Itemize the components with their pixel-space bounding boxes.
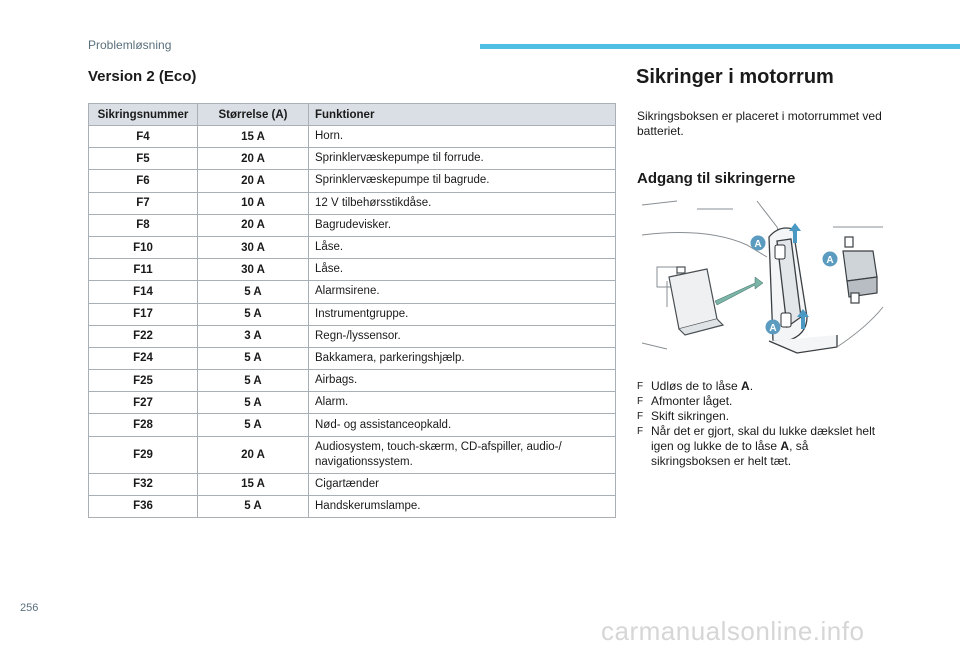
fuse-number: F24 [89,347,198,369]
step-text [651,424,887,469]
table-row [89,148,616,170]
version-title: Version 2 (Eco) [88,68,197,85]
fuse-function: Sprinklervæskepumpe til bagrude. [309,170,616,192]
fuse-size: 5 A [198,414,309,436]
fuse-function: Bakkamera, parkeringshjælp. [309,347,616,369]
table-header-row [89,104,616,126]
table-row [89,126,616,148]
fuse-function: Handskerumslampe. [309,495,616,517]
label-badge-a [823,252,838,267]
fuse-table [88,103,616,518]
fuse-number: F32 [89,473,198,495]
page-number: 256 [20,602,39,614]
fuse-number: F6 [89,170,198,192]
fuse-function: Regn-/lyssensor. [309,325,616,347]
fuse-size: 30 A [198,236,309,258]
intro-paragraph: Sikringsboksen er placeret i motorrummet ved batteriet. [637,109,882,138]
fuse-number: F7 [89,192,198,214]
fuse-number: F8 [89,214,198,236]
list-item [637,379,887,394]
fuse-size: 15 A [198,473,309,495]
fuse-function: Låse. [309,259,616,281]
fuse-function: Audiosystem, touch-skærm, CD-afspiller, audio-/ navigationssystem. [309,436,616,473]
table-row [89,192,616,214]
table-row [89,347,616,369]
fuse-function: Horn. [309,126,616,148]
label-badge-a [751,236,766,251]
instruction-list [637,379,887,469]
fuse-size: 5 A [198,281,309,303]
bullet-icon: F [637,381,644,392]
fuse-size: 20 A [198,214,309,236]
list-item [637,409,887,424]
column-header-function: Funktioner [309,104,616,126]
table-row [89,414,616,436]
bullet-icon: F [637,426,644,437]
fuse-size: 5 A [198,495,309,517]
fuse-number: F36 [89,495,198,517]
label-a-text: A [826,255,834,266]
label-a-text: A [754,239,762,250]
fuse-size: 5 A [198,392,309,414]
fuse-function: Nød- og assistanceopkald. [309,414,616,436]
fuse-size: 5 A [198,303,309,325]
watermark: carmanualsonline.info [601,616,865,646]
table-row [89,436,616,473]
header-accent-bar [480,44,960,49]
fuse-number: F27 [89,392,198,414]
fuse-size: 5 A [198,370,309,392]
bullet-icon: F [637,396,644,407]
fuse-size: 30 A [198,259,309,281]
section-header: Problemløsning [88,38,172,52]
fuse-box-diagram [637,197,887,369]
fuse-function: Alarmsirene. [309,281,616,303]
table-row [89,281,616,303]
table-row [89,392,616,414]
fuse-number: F11 [89,259,198,281]
fuse-size: 15 A [198,126,309,148]
section-title: Sikringer i motorrum [636,66,834,88]
table-row [89,495,616,517]
fuse-number: F25 [89,370,198,392]
fuse-function: Låse. [309,236,616,258]
fuse-number: F29 [89,436,198,473]
column-header-number: Sikringsnummer [89,104,198,126]
table-row [89,325,616,347]
label-a-text: A [769,323,777,334]
fuse-number: F22 [89,325,198,347]
fuse-size: 20 A [198,436,309,473]
fuse-function: Bagrudevisker. [309,214,616,236]
step-text-after: , så sikringsboksen er helt tæt. [651,439,809,468]
step-text: Afmonter låget. [651,394,733,408]
table-row [89,370,616,392]
fuse-function: Airbags. [309,370,616,392]
table-row [89,303,616,325]
step-text-bold: A [780,439,790,453]
column-header-size: Størrelse (A) [198,104,309,126]
fuse-number: F17 [89,303,198,325]
list-item [637,394,887,409]
fuse-function: Alarm. [309,392,616,414]
fuse-number: F4 [89,126,198,148]
step-text-main: Når det er gjort, skal du lukke dækslet helt igen og lukke de to låse [651,424,876,453]
fuse-function: Instrumentgruppe. [309,303,616,325]
step-text-main: Udløs de to låse [651,379,742,393]
fuse-number: F5 [89,148,198,170]
step-text: Skift sikringen. [651,409,730,423]
fuse-number: F28 [89,414,198,436]
fuse-function: 12 V tilbehørsstikdåse. [309,192,616,214]
step-text-after: . [749,379,754,393]
table-row [89,259,616,281]
label-badge-a [766,320,781,335]
fuse-size: 20 A [198,170,309,192]
fuse-size: 5 A [198,347,309,369]
bullet-icon: F [637,411,644,422]
table-row [89,214,616,236]
fuse-size: 20 A [198,148,309,170]
table-row [89,236,616,258]
fuse-number: F10 [89,236,198,258]
step-text [651,379,887,394]
table-row [89,170,616,192]
access-subtitle: Adgang til sikringerne [637,170,796,187]
table-row [89,473,616,495]
fuse-size: 3 A [198,325,309,347]
fuse-function: Sprinklervæskepumpe til forrude. [309,148,616,170]
fuse-number: F14 [89,281,198,303]
step-text-bold: A [741,379,750,393]
fuse-size: 10 A [198,192,309,214]
fuse-function: Cigartænder [309,473,616,495]
list-item [637,424,887,469]
